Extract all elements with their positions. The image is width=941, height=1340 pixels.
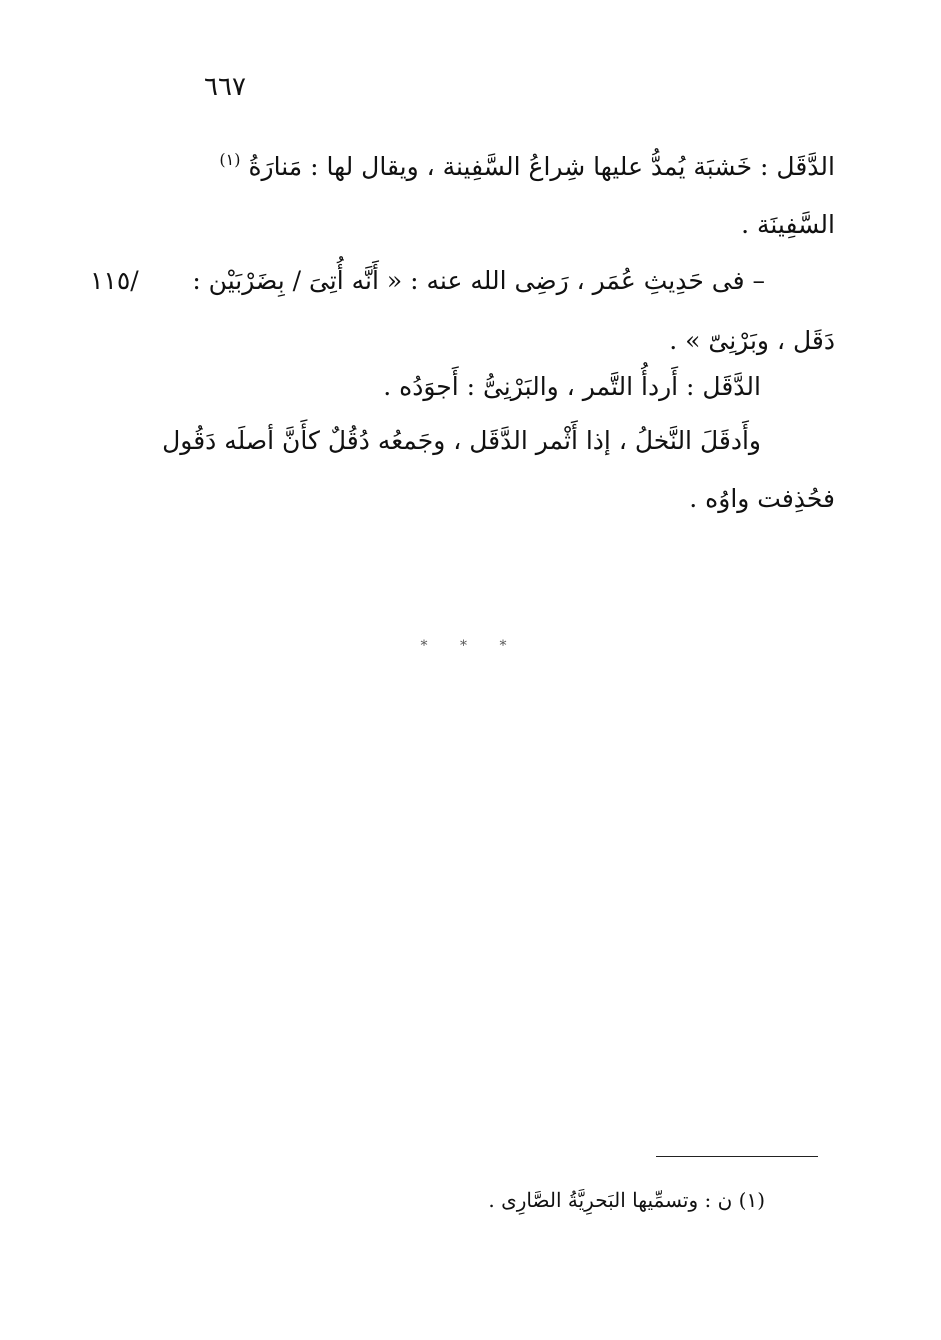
paragraph-1-line-1 [215, 150, 835, 182]
paragraph-3: الدَّقَل : أَردأُ التَّمر ، والبَرْنِىُّ : أَجوَدُه . [383, 372, 761, 401]
paragraph-4-line-1: وأَدقَلَ النَّخلُ ، إذا أَثْمر الدَّقَل ، وجَمعُه دُقُلٌ كأَنَّ أصلَه دَقُول [162, 426, 761, 455]
marginal-note: ١١٥/ [90, 266, 139, 295]
page-number: ٦٦٧ [204, 72, 246, 102]
footnote-rule [656, 1156, 818, 1157]
footnote-reference: (١) [219, 150, 241, 169]
paragraph-1-line-1-text: الدَّقَل : خَشبَة يُمدُّ عليها شِراعُ السَّفِينة ، ويقال لها : مَنارَةُ [248, 152, 835, 181]
paragraph-1-line-2: السَّفِينَة . [741, 210, 835, 239]
paragraph-2-line-1: – فى حَدِيثِ عُمَر ، رَضِى الله عنه : « أَنَّه أُتِىَ / بِضَرْبَيْن : [192, 266, 765, 295]
section-separator: * * * [420, 638, 521, 654]
paragraph-2-line-2: دَقَل ، وبَرْنِىّ » . [669, 326, 835, 355]
footnote: (١) ن : وتسمِّيها البَحرِيَّةُ الصَّارِى . [488, 1188, 765, 1212]
paragraph-4-line-2: فحُذِفت واوُه . [689, 484, 835, 513]
